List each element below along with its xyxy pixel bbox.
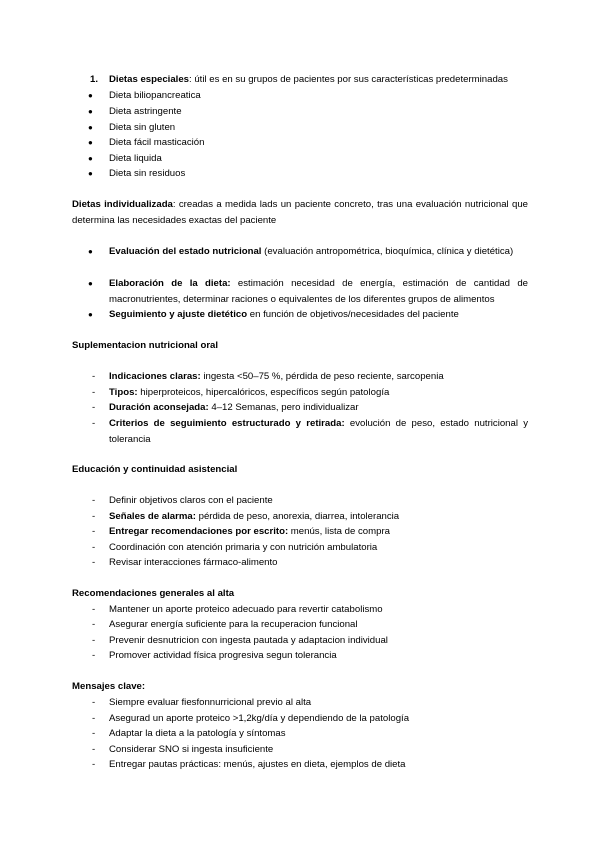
item-bold: Indicaciones claras: <box>109 371 201 382</box>
item-text: Coordinación con atención primaria y con nutrición ambulatoria <box>109 542 378 553</box>
bullet-icon: ● <box>88 169 93 178</box>
list-number: 1. <box>90 74 99 85</box>
dash-icon: - <box>92 728 96 739</box>
list-item <box>109 400 359 416</box>
list-item <box>109 509 399 525</box>
list-item: Prevenir desnutricion con ingesta pautada y adaptacion individual <box>109 635 388 646</box>
item-text: Definir objetivos claros con el paciente <box>109 495 273 506</box>
list-item: Adaptar la dieta a la patología y síntomas <box>109 728 286 739</box>
list-item: Entregar pautas prácticas: menús, ajustes en dieta, ejemplos de dieta <box>109 759 406 770</box>
dash-icon: - <box>92 387 96 398</box>
item-text: (evaluación antropométrica, bioquímica, clínica y dietética) <box>261 246 514 257</box>
bullet-icon: ● <box>88 310 93 319</box>
item-bold: Evaluación del estado nutricional <box>109 246 262 257</box>
mensajes-heading: Mensajes clave: <box>72 681 146 692</box>
dash-icon: - <box>92 697 96 708</box>
list-item <box>109 555 278 571</box>
item-bold: Duración aconsejada: <box>109 402 209 413</box>
list-item <box>109 416 528 447</box>
dash-icon: - <box>92 635 96 646</box>
bullet-icon: ● <box>88 91 93 100</box>
list-item <box>109 524 390 540</box>
bullet-icon: ● <box>88 154 93 163</box>
dash-icon: - <box>92 542 96 553</box>
dash-icon: - <box>92 650 96 661</box>
list-item <box>109 369 444 385</box>
bullet-icon: ● <box>88 123 93 132</box>
dash-icon: - <box>92 495 96 506</box>
dash-icon: - <box>92 418 96 429</box>
item-text: evolución de peso, estado nutricional y tolerancia <box>109 418 528 445</box>
dash-icon: - <box>92 619 96 630</box>
item-text: estimación necesidad de energía, estimación de cantidad de macronutrientes, determinar raciones o equivalentes de los diferentes grupos de alimentos <box>109 278 528 305</box>
item-text: pérdida de peso, anorexia, diarrea, intolerancia <box>195 511 400 522</box>
section1-heading <box>109 72 508 88</box>
item-text: ingesta <50–75 %, pérdida de peso reciente, sarcopenia <box>200 371 444 382</box>
list-item: Dieta sin gluten <box>109 122 176 133</box>
dash-icon: - <box>92 744 96 755</box>
dash-icon: - <box>92 526 96 537</box>
section1-rest: : útil es en su grupos de pacientes por sus características predeterminadas <box>189 74 508 85</box>
item-bold: Elaboración de la dieta: <box>109 278 231 289</box>
recomendaciones-heading: Recomendaciones generales al alta <box>72 588 235 599</box>
suplementacion-heading: Suplementacion nutricional oral <box>72 340 219 351</box>
dash-icon: - <box>92 759 96 770</box>
list-item <box>109 276 528 307</box>
individual-text: : creadas a medida lads un paciente concreto, tras una evaluación nutricional que determina las necesidades exactas del paciente <box>72 199 528 226</box>
bullet-icon: ● <box>88 279 93 288</box>
list-item: Dieta fácil masticación <box>109 137 205 148</box>
list-item: Dieta astringente <box>109 106 182 117</box>
list-item <box>109 385 389 401</box>
bullet-icon: ● <box>88 107 93 116</box>
dash-icon: - <box>92 557 96 568</box>
item-bold: Entregar recomendaciones por escrito: <box>109 526 289 537</box>
item-text: Revisar interacciones fármaco-alimento <box>109 557 278 568</box>
item-bold: Seguimiento y ajuste dietético <box>109 309 248 320</box>
item-bold: Tipos: <box>109 387 138 398</box>
dash-icon: - <box>92 713 96 724</box>
list-item: Dieta liquida <box>109 153 162 164</box>
bullet-icon: ● <box>88 247 93 256</box>
list-item: Siempre evaluar fiesfonnurricional previo al alta <box>109 697 312 708</box>
list-item: Dieta biliopancreatica <box>109 90 201 101</box>
item-bold: Criterios de seguimiento estructurado y retirada: <box>109 418 345 429</box>
list-item: Dieta sin residuos <box>109 168 186 179</box>
individual-title: Dietas individualizada <box>72 199 173 210</box>
educacion-heading: Educación y continuidad asistencial <box>72 464 238 475</box>
dash-icon: - <box>92 511 96 522</box>
item-text: menús, lista de compra <box>288 526 390 537</box>
individual-paragraph <box>72 197 528 228</box>
dash-icon: - <box>92 604 96 615</box>
dash-icon: - <box>92 402 96 413</box>
list-item <box>109 244 528 260</box>
item-text: hiperproteicos, hipercalóricos, específicos según patología <box>137 387 390 398</box>
item-text: 4–12 Semanas, pero individualizar <box>208 402 359 413</box>
list-item <box>109 540 377 556</box>
list-item: Considerar SNO si ingesta insuficiente <box>109 744 274 755</box>
list-item <box>109 307 459 323</box>
list-item: Asegurad un aporte proteico >1,2kg/día y dependiendo de la patología <box>109 713 410 724</box>
dash-icon: - <box>92 371 96 382</box>
list-item: Asegurar energía suficiente para la recuperacion funcional <box>109 619 358 630</box>
list-item: Mantener un aporte proteico adecuado para revertir catabolismo <box>109 604 383 615</box>
bullet-icon: ● <box>88 138 93 147</box>
list-item <box>109 493 273 509</box>
item-bold: Señales de alarma: <box>109 511 196 522</box>
section1-title: Dietas especiales <box>109 74 190 85</box>
item-text: en función de objetivos/necesidades del paciente <box>247 309 459 320</box>
list-item: Promover actividad física progresiva segun tolerancia <box>109 650 337 661</box>
